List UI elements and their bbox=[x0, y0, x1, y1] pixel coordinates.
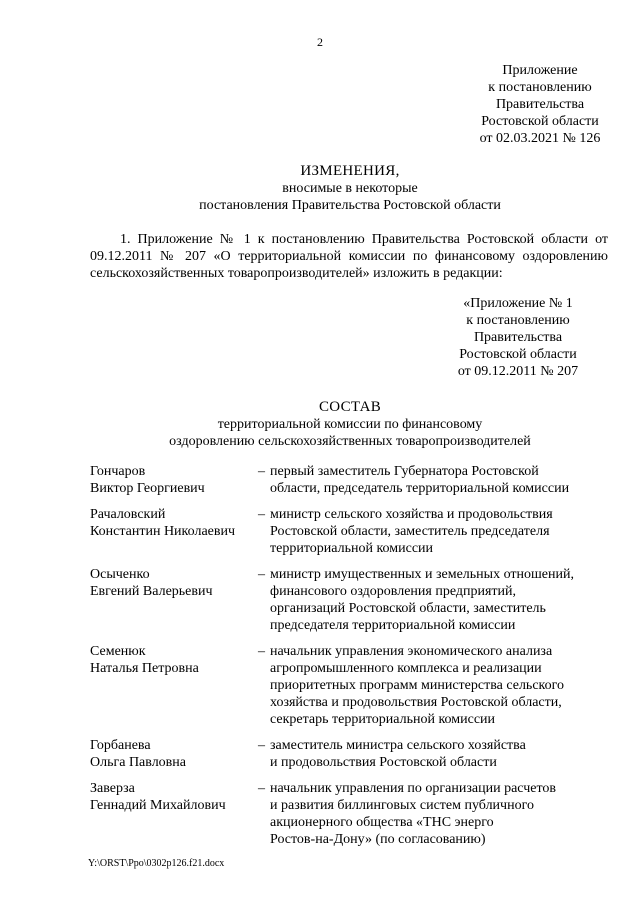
member-row bbox=[90, 737, 610, 771]
attachment-line: к постановлению bbox=[466, 313, 570, 328]
members-list bbox=[90, 463, 610, 857]
attachment-line: Правительства bbox=[473, 330, 563, 345]
role-line: и продовольствия Ростовской области bbox=[270, 755, 497, 770]
member-row bbox=[90, 463, 610, 497]
member-role bbox=[270, 566, 606, 634]
member-given-name: Виктор Георгиевич bbox=[90, 481, 205, 496]
role-line: территориальной комиссии bbox=[270, 541, 434, 556]
attachment-header bbox=[440, 62, 640, 147]
attachment-line: от 09.12.2011 № 207 bbox=[457, 364, 579, 379]
member-surname: Горбанева bbox=[90, 738, 151, 753]
role-line: и развития биллинговых систем публичного bbox=[270, 798, 534, 813]
member-role bbox=[270, 643, 606, 728]
member-dash: – bbox=[258, 738, 265, 753]
footer-file-path: Y:\ORST\Ppo\0302p126.f21.docx bbox=[88, 858, 225, 869]
member-name bbox=[90, 506, 258, 557]
role-line: министр имущественных и земельных отношений, bbox=[270, 567, 574, 582]
role-line: области, председатель территориальной комиссии bbox=[270, 481, 570, 496]
composition-heading bbox=[30, 399, 640, 450]
role-line: заместитель министра сельского хозяйства bbox=[270, 738, 526, 753]
member-role bbox=[270, 463, 606, 497]
page-number: 2 bbox=[317, 35, 323, 49]
role-line: министр сельского хозяйства и продовольствия bbox=[270, 507, 553, 522]
role-line: Ростовской области, заместитель председателя bbox=[270, 524, 550, 539]
composition-title: СОСТАВ bbox=[318, 399, 382, 415]
role-line: Ростов-на-Дону» (по согласованию) bbox=[270, 832, 486, 847]
role-line: начальник управления экономического анализа bbox=[270, 644, 553, 659]
member-role bbox=[270, 780, 606, 848]
role-line: организаций Ростовской области, заместитель bbox=[270, 601, 546, 616]
role-line: акционерного общества «ТНС энерго bbox=[270, 815, 494, 830]
quoted-attachment-header bbox=[418, 295, 618, 380]
composition-subtitle-line: территориальной комиссии по финансовому bbox=[217, 417, 483, 432]
member-given-name: Ольга Павловна bbox=[90, 755, 186, 770]
member-name bbox=[90, 566, 258, 634]
member-row bbox=[90, 643, 610, 728]
changes-subtitle-line: постановления Правительства Ростовской области bbox=[199, 198, 501, 213]
member-surname: Заверза bbox=[90, 781, 135, 796]
member-role bbox=[270, 737, 606, 771]
member-name bbox=[90, 737, 258, 771]
paragraph-1: 1. Приложение № 1 к постановлению Правительства Ростовской области от 09.12.2011 № 207 «О территориальной комиссии по финансовому оздоровлению сельскохозяйственных товаропроизводителей» изложить в редакции: bbox=[90, 232, 608, 281]
member-surname: Семенюк bbox=[90, 644, 146, 659]
member-surname: Гончаров bbox=[90, 464, 146, 479]
member-surname: Рачаловский bbox=[90, 507, 166, 522]
attachment-line: Приложение bbox=[502, 63, 578, 78]
role-line: секретарь территориальной комиссии bbox=[270, 712, 496, 727]
member-dash: – bbox=[258, 567, 265, 582]
member-given-name: Наталья Петровна bbox=[90, 661, 199, 676]
member-given-name: Евгений Валерьевич bbox=[90, 584, 213, 599]
attachment-line: от 02.03.2021 № 126 bbox=[479, 131, 601, 146]
member-row bbox=[90, 506, 610, 557]
member-given-name: Геннадий Михайлович bbox=[90, 798, 226, 813]
member-dash: – bbox=[258, 781, 265, 796]
member-role bbox=[270, 506, 606, 557]
attachment-line: к постановлению bbox=[488, 80, 592, 95]
role-line: хозяйства и продовольствия Ростовской области, bbox=[270, 695, 562, 710]
attachment-line: «Приложение № 1 bbox=[463, 296, 573, 311]
member-dash: – bbox=[258, 644, 265, 659]
member-row bbox=[90, 566, 610, 634]
member-name bbox=[90, 643, 258, 728]
member-dash: – bbox=[258, 507, 265, 522]
role-line: начальник управления по организации расчетов bbox=[270, 781, 557, 796]
role-line: председателя территориальной комиссии bbox=[270, 618, 516, 633]
member-name bbox=[90, 780, 258, 848]
attachment-line: Ростовской области bbox=[459, 347, 577, 362]
member-given-name: Константин Николаевич bbox=[90, 524, 236, 539]
changes-heading bbox=[30, 163, 640, 214]
changes-title: ИЗМЕНЕНИЯ, bbox=[300, 163, 400, 179]
role-line: приоритетных программ министерства сельского bbox=[270, 678, 565, 693]
composition-subtitle-line: оздоровлению сельскохозяйственных товаропроизводителей bbox=[169, 434, 531, 449]
member-surname: Осыченко bbox=[90, 567, 150, 582]
attachment-line: Ростовской области bbox=[481, 114, 599, 129]
role-line: первый заместитель Губернатора Ростовской bbox=[270, 464, 539, 479]
role-line: агропромышленного комплекса и реализации bbox=[270, 661, 542, 676]
member-name bbox=[90, 463, 258, 497]
changes-subtitle-line: вносимые в некоторые bbox=[282, 181, 418, 196]
member-row bbox=[90, 780, 610, 848]
member-dash: – bbox=[258, 464, 265, 479]
role-line: финансового оздоровления предприятий, bbox=[270, 584, 517, 599]
attachment-line: Правительства bbox=[495, 97, 585, 112]
